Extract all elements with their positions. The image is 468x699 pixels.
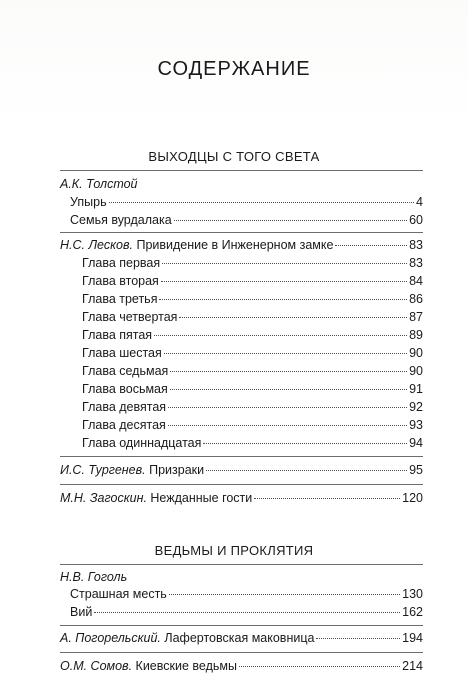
dot-leader: [162, 263, 407, 264]
work-title: Призраки: [149, 463, 205, 477]
entry-page: 83: [409, 238, 423, 252]
group-divider: [60, 456, 423, 457]
chapter-title: Глава первая: [82, 256, 161, 270]
entry-title: Вий: [70, 605, 93, 619]
dot-leader: [174, 220, 407, 221]
author-turgenev: И.С. Тургенев.: [60, 463, 146, 477]
work-title: Киевские ведьмы: [135, 659, 237, 673]
dot-leader: [170, 371, 407, 372]
entry-title: Страшная месть: [70, 587, 167, 601]
work-title: Нежданные гости: [150, 491, 253, 505]
toc-entry-turgenev[interactable]: [60, 463, 423, 477]
chapter-title: Глава девятая: [82, 400, 167, 414]
toc-chapter[interactable]: [82, 382, 423, 396]
toc-chapter[interactable]: [82, 400, 423, 414]
chapter-page: 87: [409, 310, 423, 324]
dot-leader: [94, 612, 400, 613]
author-zagoskin: М.Н. Загоскин.: [60, 491, 147, 505]
dot-leader: [164, 353, 407, 354]
entry-page: 194: [402, 631, 423, 645]
dot-leader: [206, 470, 407, 471]
toc-entry[interactable]: [70, 195, 423, 209]
toc-entry-pogorelsky[interactable]: [60, 631, 423, 645]
chapter-page: 84: [409, 274, 423, 288]
chapter-page: 90: [409, 364, 423, 378]
dot-leader: [254, 498, 400, 499]
group-divider: [60, 625, 423, 626]
dot-leader: [161, 281, 407, 282]
dot-leader: [109, 202, 414, 203]
page-title: СОДЕРЖАНИЕ: [157, 58, 311, 80]
author-somov: О.М. Сомов.: [60, 659, 133, 673]
work-title: Лафертовская маковница: [164, 631, 315, 645]
chapter-title: Глава четвертая: [82, 310, 178, 324]
entry-title: [60, 238, 333, 252]
author-leskov: Н.С. Лесков.: [60, 238, 133, 252]
toc-chapter[interactable]: [82, 292, 423, 306]
author-tolstoy: А.К. Толстой: [60, 177, 138, 191]
toc-chapter[interactable]: [82, 436, 423, 450]
chapter-page: 89: [409, 328, 423, 342]
entry-page: 120: [402, 491, 423, 505]
toc-entry-zagoskin[interactable]: [60, 491, 423, 505]
toc-entry[interactable]: [70, 587, 423, 601]
toc-entry[interactable]: [70, 213, 423, 227]
dot-leader: [179, 317, 407, 318]
chapter-title: Глава десятая: [82, 418, 166, 432]
dot-leader: [203, 443, 407, 444]
entry-page: 214: [402, 659, 423, 673]
toc-entry-leskov[interactable]: [60, 238, 423, 252]
entry-title: [60, 659, 237, 673]
chapter-page: 94: [409, 436, 423, 450]
chapter-title: Глава восьмая: [82, 382, 168, 396]
section-divider: [60, 170, 423, 171]
group-divider: [60, 652, 423, 653]
chapter-page: 86: [409, 292, 423, 306]
section-divider: [60, 564, 423, 565]
entry-title: [60, 631, 314, 645]
toc-chapter[interactable]: [82, 310, 423, 324]
entry-page: 130: [402, 587, 423, 601]
section-heading-2: ВЕДЬМЫ И ПРОКЛЯТИЯ: [154, 543, 314, 558]
toc-chapter[interactable]: [82, 256, 423, 270]
section-heading-1: ВЫХОДЦЫ С ТОГО СВЕТА: [148, 149, 320, 164]
author-pogorelsky: А. Погорельский.: [60, 631, 161, 645]
group-divider: [60, 232, 423, 233]
toc-entry[interactable]: [70, 605, 423, 619]
dot-leader: [168, 407, 407, 408]
chapter-title: Глава третья: [82, 292, 158, 306]
chapter-page: 83: [409, 256, 423, 270]
toc-chapter[interactable]: [82, 418, 423, 432]
chapter-page: 92: [409, 400, 423, 414]
entry-page: 4: [416, 195, 423, 209]
dot-leader: [170, 389, 407, 390]
group-divider: [60, 484, 423, 485]
chapter-page: 93: [409, 418, 423, 432]
entry-title: Семья вурдалака: [70, 213, 172, 227]
entry-title: [60, 463, 204, 477]
entry-title: [60, 491, 252, 505]
entry-page: 95: [409, 463, 423, 477]
chapter-page: 90: [409, 346, 423, 360]
toc-chapter[interactable]: [82, 274, 423, 288]
dot-leader: [335, 245, 407, 246]
chapter-title: Глава пятая: [82, 328, 153, 342]
work-title: Привидение в Инженерном замке: [136, 238, 334, 252]
toc-entry-somov[interactable]: [60, 659, 423, 673]
chapter-title: Глава шестая: [82, 346, 162, 360]
entry-page: 162: [402, 605, 423, 619]
chapter-title: Глава вторая: [82, 274, 159, 288]
dot-leader: [169, 594, 400, 595]
dot-leader: [316, 638, 400, 639]
toc-chapter[interactable]: [82, 346, 423, 360]
dot-leader: [239, 666, 400, 667]
entry-page: 60: [409, 213, 423, 227]
chapter-title: Глава одиннадцатая: [82, 436, 202, 450]
dot-leader: [168, 425, 407, 426]
toc-chapter[interactable]: [82, 364, 423, 378]
entry-title: Упырь: [70, 195, 107, 209]
chapter-title: Глава седьмая: [82, 364, 169, 378]
dot-leader: [154, 335, 407, 336]
dot-leader: [159, 299, 407, 300]
author-gogol: Н.В. Гоголь: [60, 570, 128, 584]
chapter-page: 91: [409, 382, 423, 396]
toc-chapter[interactable]: [82, 328, 423, 342]
